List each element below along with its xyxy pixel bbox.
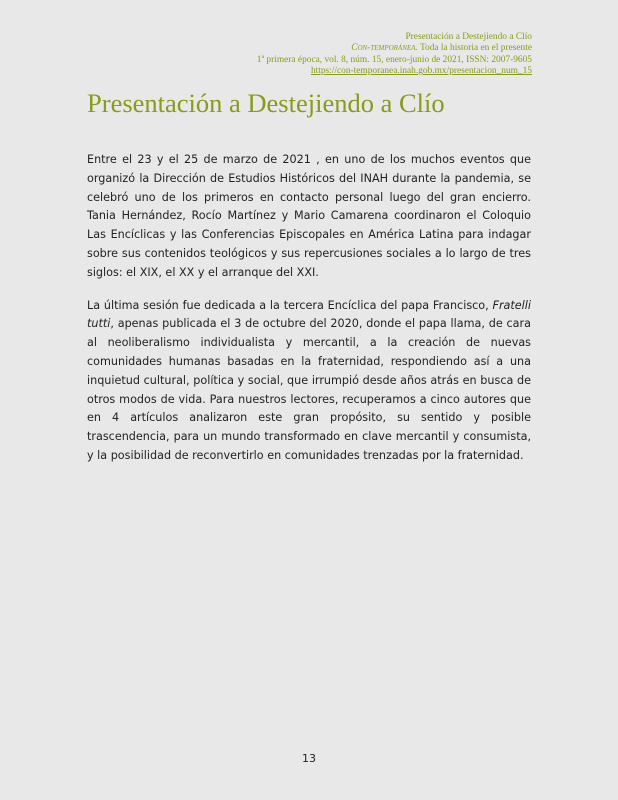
page-number: 13: [302, 752, 316, 765]
header-issue-info: 1ª primera época, vol. 8, núm. 15, enero-junio de 2021, ISSN: 2007-9605: [256, 54, 532, 65]
header-article-title: Presentación a Destejiendo a Clío: [405, 32, 532, 42]
page-title: Presentación a Destejiendo a Clío: [87, 88, 445, 118]
paragraph-2-after: , apenas publicada el 3 de octubre del 2020, donde el papa llama, de cara al neoliberalismo individualista y mercantil, a la creación de nuevas comunidades humanas basadas en la fraternidad, respondiendo así a una inquietud cultural, política y social, que irrumpió desde años atrás en busca de otros modos de vida. Para nuestros lectores, recuperamos a cinco autores que en 4 artículos analizaron este gran propósito, su sentido y posible trascendencia, para un mundo transformado en clave mercantil y consumista, y la posibilidad de reconvertirlo en comunidades trenzadas por la fraternidad.: [87, 317, 531, 462]
paragraph-2: [87, 297, 531, 466]
header-journal-name: Con-temporánea.: [351, 43, 418, 54]
paragraph-2-italic-title: Fratelli tutti: [87, 298, 531, 331]
article-body: [87, 151, 531, 480]
header-journal-tagline: Toda la historia en el presente: [417, 43, 532, 54]
header-journal: [257, 43, 532, 54]
paragraph-2-before: La última sesión fue dedicada a la tercera Encíclica del papa Francisco,: [87, 298, 493, 312]
paragraph-1: Entre el 23 y el 25 de marzo de 2021 , en uno de los muchos eventos que organizó la Dirección de Estudios Históricos del INAH durante la pandemia, se celebró uno de los primeros en contacto personal luego del gran encierro. Tania Hernández, Rocío Martínez y Mario Camarena coordinaron el Coloquio Las Encíclicas y las Conferencias Episcopales en América Latina para indagar sobre sus contenidos teológicos y sus repercusiones sociales a lo largo de tres siglos: el XIX, el XX y el arranque del XXI.: [87, 153, 531, 279]
running-header: [257, 32, 532, 78]
header-link[interactable]: https://con-temporanea.inah.gob.mx/presentacion_num_15: [310, 66, 532, 77]
